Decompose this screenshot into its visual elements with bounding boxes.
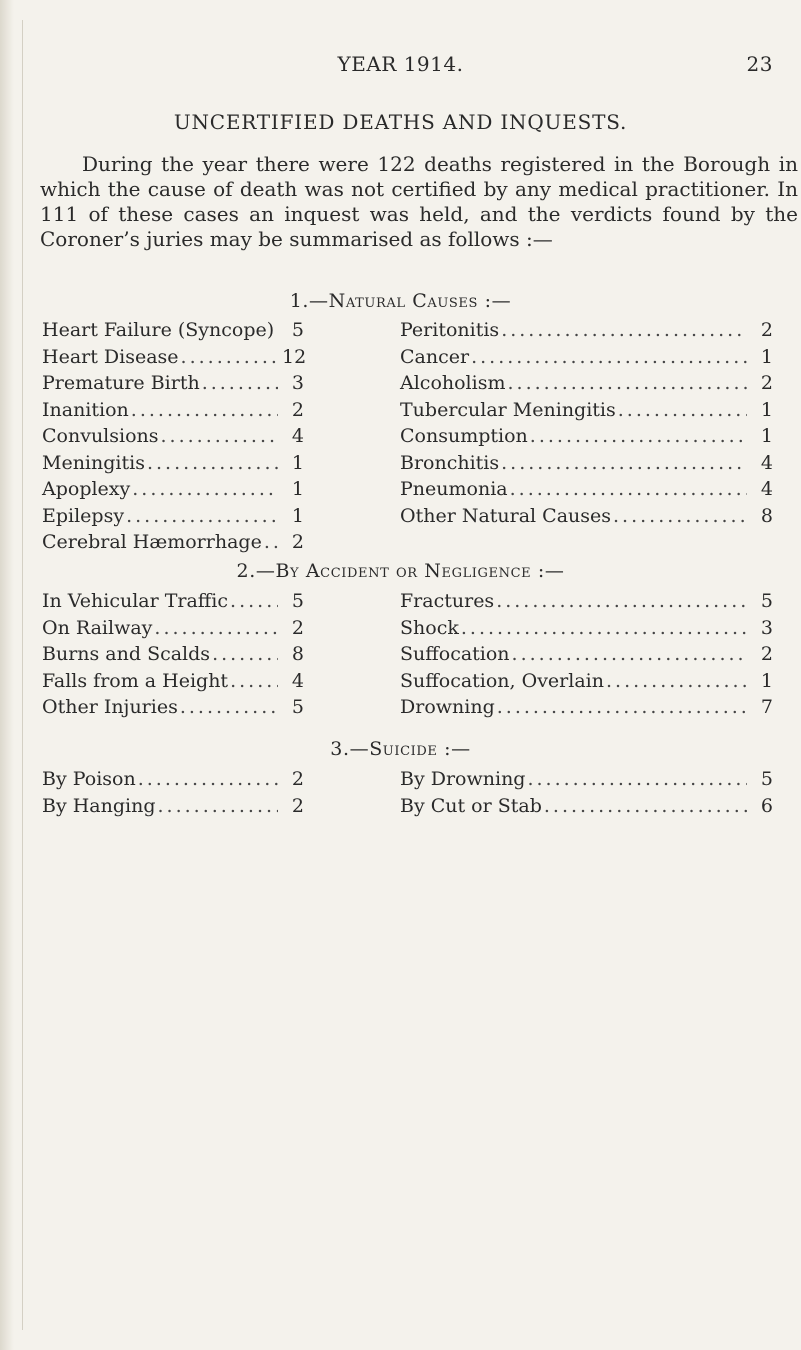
item-count: 8	[291, 643, 304, 665]
leader-dots	[212, 641, 278, 668]
list-item	[42, 694, 304, 721]
leader-dots	[613, 503, 747, 530]
leader-dots	[606, 668, 747, 695]
category-title: By Accident or Negligence	[275, 560, 532, 582]
leader-dots	[497, 694, 747, 721]
item-label: Apoplexy	[42, 478, 131, 500]
leader-dots	[154, 615, 278, 642]
item-count: 1	[760, 425, 773, 447]
item-count: 1	[760, 398, 773, 421]
suicide-left-column	[42, 766, 304, 819]
item-label: Peritonitis	[400, 319, 500, 341]
leader-dots	[501, 450, 747, 477]
item-count: 1	[760, 669, 773, 692]
category-heading-accident-negligence	[0, 560, 801, 582]
item-count: 8	[760, 504, 773, 527]
item-count: 5	[291, 590, 304, 612]
leader-dots	[507, 370, 747, 397]
category-title: Natural Causes	[328, 290, 479, 312]
leader-dots	[618, 397, 747, 424]
item-count: 6	[760, 794, 773, 817]
item-label: Falls from a Height	[42, 669, 229, 692]
list-item	[400, 668, 773, 695]
leader-dots	[131, 397, 278, 424]
list-item	[42, 588, 304, 615]
item-count: 5	[291, 319, 304, 341]
leader-dots	[530, 423, 747, 450]
list-item	[400, 423, 773, 450]
list-item	[400, 588, 773, 615]
list-item	[400, 641, 773, 668]
category-suffix: :—	[478, 290, 512, 312]
item-label: Cerebral Hæmorrhage	[42, 531, 262, 553]
running-title: YEAR 1914.	[337, 52, 464, 76]
item-count: 1	[291, 451, 304, 474]
category-title: Suicide	[369, 738, 438, 760]
list-item	[42, 344, 307, 371]
item-label: Alcoholism	[400, 372, 506, 394]
item-count: 2	[291, 398, 304, 421]
leader-dots	[158, 793, 278, 820]
suicide-right-column	[400, 766, 773, 819]
item-count: 5	[760, 768, 773, 790]
leader-dots	[512, 641, 747, 668]
item-count: 4	[291, 669, 304, 692]
item-count: 1	[760, 345, 773, 368]
leader-dots	[501, 317, 747, 344]
intro-text: During the year there were 122 deaths registered in the Borough in which the cause of death was not certified by any medical practitioner. In 111 of these cases an inquest was held, and the verdicts found by the Coroner’s juries may be summarised as follows :—	[40, 152, 798, 251]
item-label: By Hanging	[42, 794, 156, 817]
leader-dots	[132, 476, 278, 503]
item-count: 2	[291, 531, 304, 553]
item-label: Suffocation	[400, 643, 510, 665]
list-item	[42, 476, 304, 503]
list-item	[400, 370, 773, 397]
category-heading-suicide	[0, 738, 801, 760]
leader-dots	[471, 344, 747, 371]
leader-dots	[181, 344, 278, 371]
leader-dots	[527, 766, 747, 793]
item-label: On Railway	[42, 616, 153, 639]
item-label: By Drowning	[400, 768, 526, 790]
list-item	[42, 423, 304, 450]
leader-dots	[276, 317, 278, 344]
list-item	[42, 503, 304, 530]
item-count: 2	[291, 768, 304, 790]
category-number: 1.—	[289, 290, 329, 312]
item-count: 12	[282, 345, 307, 368]
page-binding-edge	[0, 0, 14, 1350]
item-label: Tubercular Meningitis	[400, 398, 616, 421]
list-item	[42, 529, 304, 556]
item-count: 3	[760, 616, 773, 639]
leader-dots	[138, 766, 278, 793]
list-item	[42, 370, 304, 397]
category-number: 3.—	[330, 738, 370, 760]
item-label: Premature Birth	[42, 372, 200, 394]
leader-dots	[461, 615, 747, 642]
leader-dots	[496, 588, 747, 615]
running-head	[0, 52, 801, 82]
accident-right-column	[400, 588, 773, 721]
category-heading-natural-causes	[0, 290, 801, 312]
category-number: 2.—	[236, 560, 276, 582]
page-gutter-line	[22, 20, 23, 1330]
leader-dots	[544, 793, 747, 820]
list-item	[42, 668, 304, 695]
category-suffix: :—	[437, 738, 471, 760]
list-item	[42, 615, 304, 642]
list-item	[400, 317, 773, 344]
list-item	[42, 317, 304, 344]
item-label: Consumption	[400, 425, 528, 447]
list-item	[400, 397, 773, 424]
leader-dots	[126, 503, 278, 530]
list-item	[400, 476, 773, 503]
item-label: Burns and Scalds	[42, 643, 211, 665]
item-label: Other Natural Causes	[400, 504, 612, 527]
natural-causes-left-column	[42, 317, 307, 556]
list-item	[400, 793, 773, 820]
item-label: By Cut or Stab	[400, 794, 542, 817]
item-label: Heart Disease	[42, 345, 179, 368]
item-count: 2	[760, 643, 773, 665]
item-count: 1	[291, 478, 304, 500]
list-item	[400, 344, 773, 371]
item-label: Meningitis	[42, 451, 145, 474]
item-label: Convulsions	[42, 425, 159, 447]
list-item	[400, 766, 773, 793]
accident-left-column	[42, 588, 304, 721]
leader-dots	[147, 450, 278, 477]
item-label: Shock	[400, 616, 459, 639]
item-count: 2	[291, 794, 304, 817]
section-title: UNCERTIFIED DEATHS AND INQUESTS.	[173, 110, 628, 134]
list-item	[42, 450, 304, 477]
natural-causes-right-column	[400, 317, 773, 529]
leader-dots	[510, 476, 747, 503]
list-item	[400, 503, 773, 530]
item-label: Bronchitis	[400, 451, 500, 474]
leader-dots	[202, 370, 278, 397]
item-label: Inanition	[42, 398, 129, 421]
item-count: 1	[291, 504, 304, 527]
list-item	[400, 694, 773, 721]
item-label: Heart Failure (Syncope)	[42, 319, 275, 341]
category-suffix: :—	[531, 560, 565, 582]
item-label: Fractures	[400, 590, 495, 612]
list-item	[42, 641, 304, 668]
item-count: 7	[760, 696, 773, 718]
item-label: Other Injuries	[42, 696, 178, 718]
item-count: 4	[291, 425, 304, 447]
item-label: Epilepsy	[42, 504, 125, 527]
item-count: 4	[760, 451, 773, 474]
item-label: In Vehicular Traffic	[42, 590, 229, 612]
item-count: 2	[760, 319, 773, 341]
leader-dots	[230, 668, 278, 695]
list-item	[42, 793, 304, 820]
item-count: 2	[760, 372, 773, 394]
list-item	[42, 766, 304, 793]
leader-dots	[180, 694, 278, 721]
item-label: Cancer	[400, 345, 470, 368]
item-label: By Poison	[42, 768, 136, 790]
intro-paragraph	[40, 152, 798, 252]
item-label: Pneumonia	[400, 478, 508, 500]
item-count: 3	[291, 372, 304, 394]
page-number: 23	[746, 52, 773, 76]
leader-dots	[161, 423, 278, 450]
list-item	[400, 615, 773, 642]
item-count: 2	[291, 616, 304, 639]
item-label: Drowning	[400, 696, 495, 718]
item-label: Suffocation, Overlain	[400, 669, 604, 692]
leader-dots	[230, 588, 278, 615]
item-count: 4	[760, 478, 773, 500]
leader-dots	[264, 529, 278, 556]
item-count: 5	[760, 590, 773, 612]
list-item	[42, 397, 304, 424]
list-item	[400, 450, 773, 477]
item-count: 5	[291, 696, 304, 718]
